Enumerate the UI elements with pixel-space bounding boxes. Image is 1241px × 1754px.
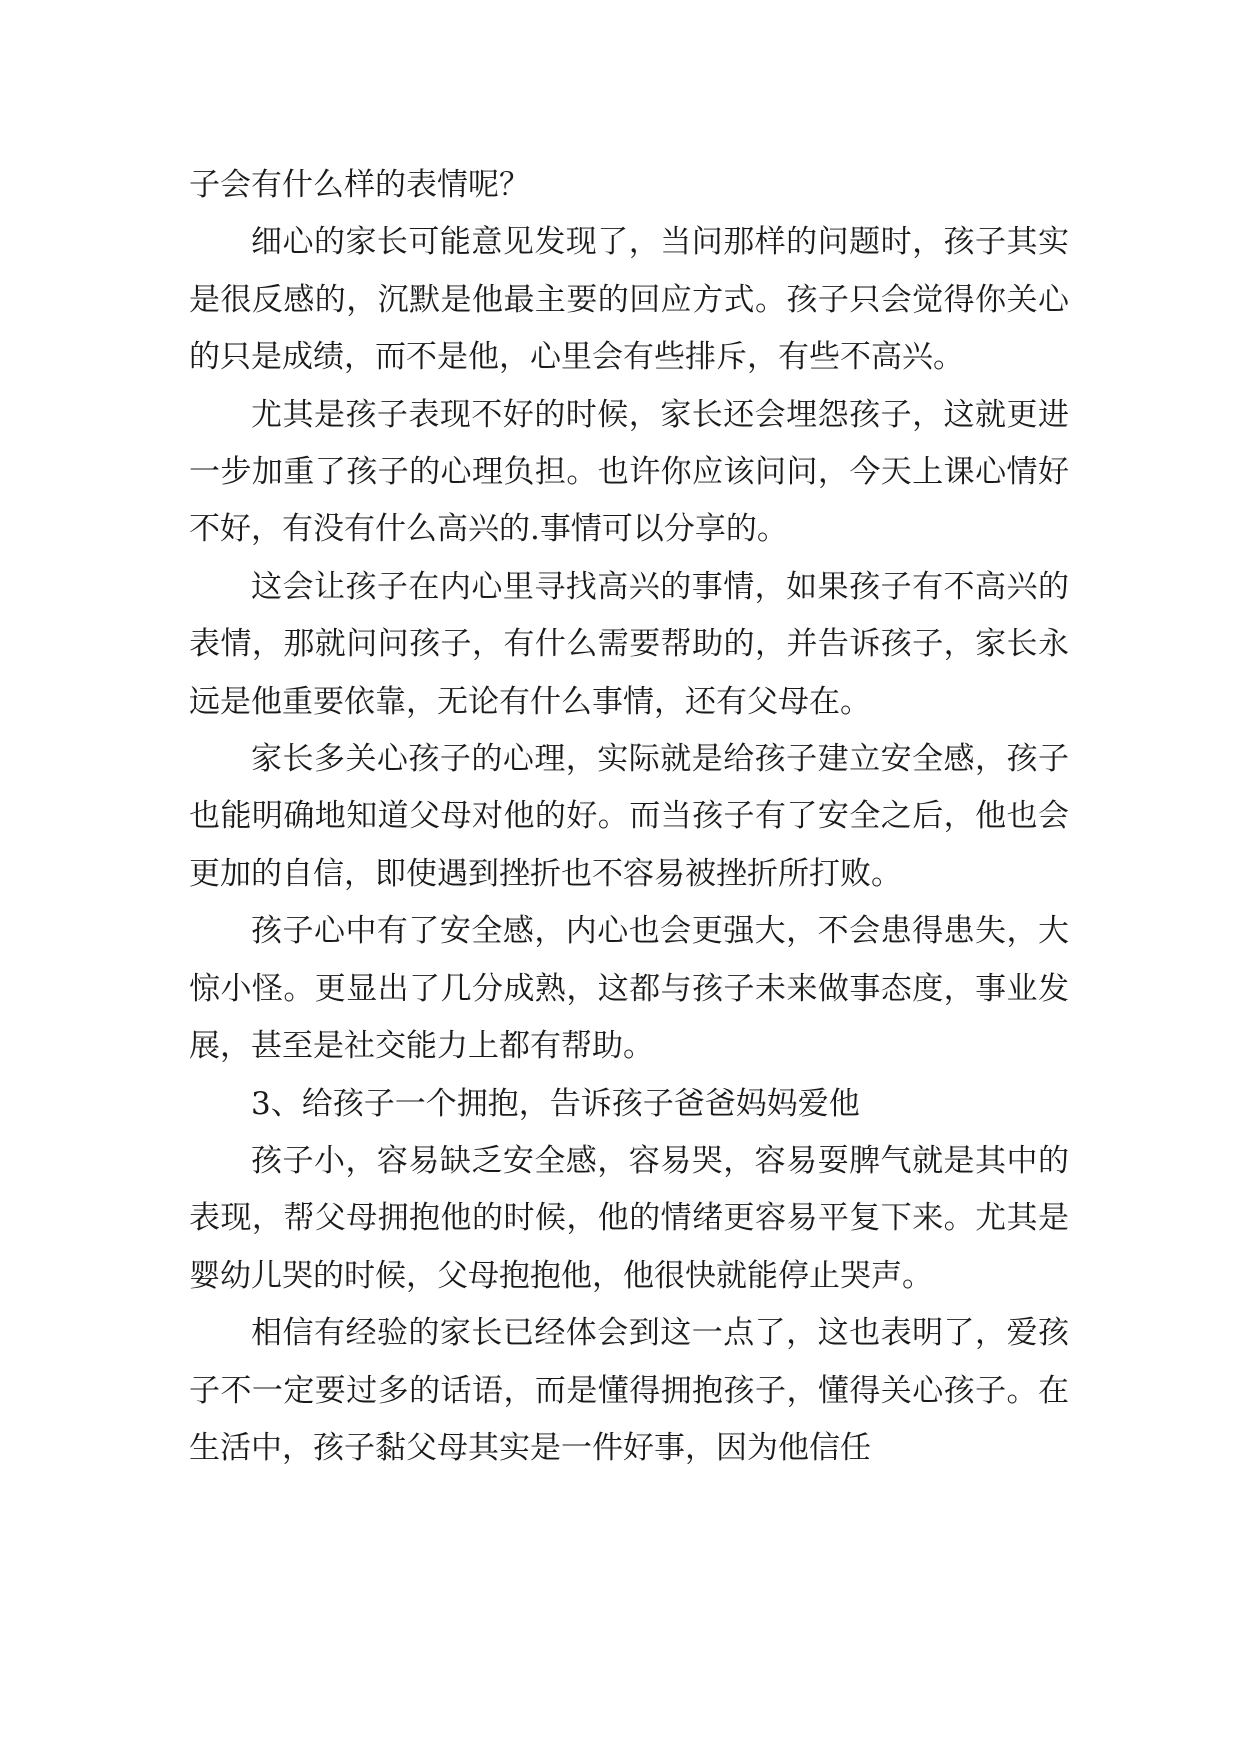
paragraph-2: 细心的家长可能意见发现了，当问那样的问题时，孩子其实是很反感的，沉默是他最主要的回应方式。孩子只会觉得你关心的只是成绩，而不是他，心里会有些排斥，有些不高兴。 — [189, 224, 1069, 376]
document-body — [189, 157, 1069, 1477]
paragraph-7: 孩子小，容易缺乏安全感，容易哭，容易耍脾气就是其中的表现，帮父母拥抱他的时候，他的情绪更容易平复下来。尤其是婴幼儿哭的时候，父母抱抱他，他很快就能停止哭声。 — [189, 1142, 1069, 1294]
paragraph-3: 尤其是孩子表现不好的时候，家长还会埋怨孩子，这就更进一步加重了孩子的心理负担。也许你应该问问，今天上课心情好不好，有没有什么高兴的.事情可以分享的。 — [189, 396, 1069, 548]
section-heading: 3、给孩子一个拥抱，告诉孩子爸爸妈妈爱他 — [251, 1085, 860, 1122]
paragraph-8: 相信有经验的家长已经体会到这一点了，这也表明了，爱孩子不一定要过多的话语，而是懂得拥抱孩子，懂得关心孩子。在生活中，孩子黏父母其实是一件好事，因为他信任 — [189, 1315, 1069, 1466]
paragraph-5: 家长多关心孩子的心理，实际就是给孩子建立安全感，孩子也能明确地知道父母对他的好。而当孩子有了安全之后，他也会更加的自信，即使遇到挫折也不容易被挫折所打败。 — [189, 741, 1069, 892]
paragraph-4: 这会让孩子在内心里寻找高兴的事情，如果孩子有不高兴的表情，那就问问孩子，有什么需要帮助的，并告诉孩子，家长永远是他重要依靠，无论有什么事情，还有父母在。 — [189, 568, 1069, 720]
paragraph-1: 子会有什么样的表情呢？ — [189, 167, 530, 203]
paragraph-6: 孩子心中有了安全感，内心也会更强大，不会患得患失，大惊小怪。更显出了几分成熟，这都与孩子未来做事态度，事业发展，甚至是社交能力上都有帮助。 — [189, 913, 1069, 1065]
